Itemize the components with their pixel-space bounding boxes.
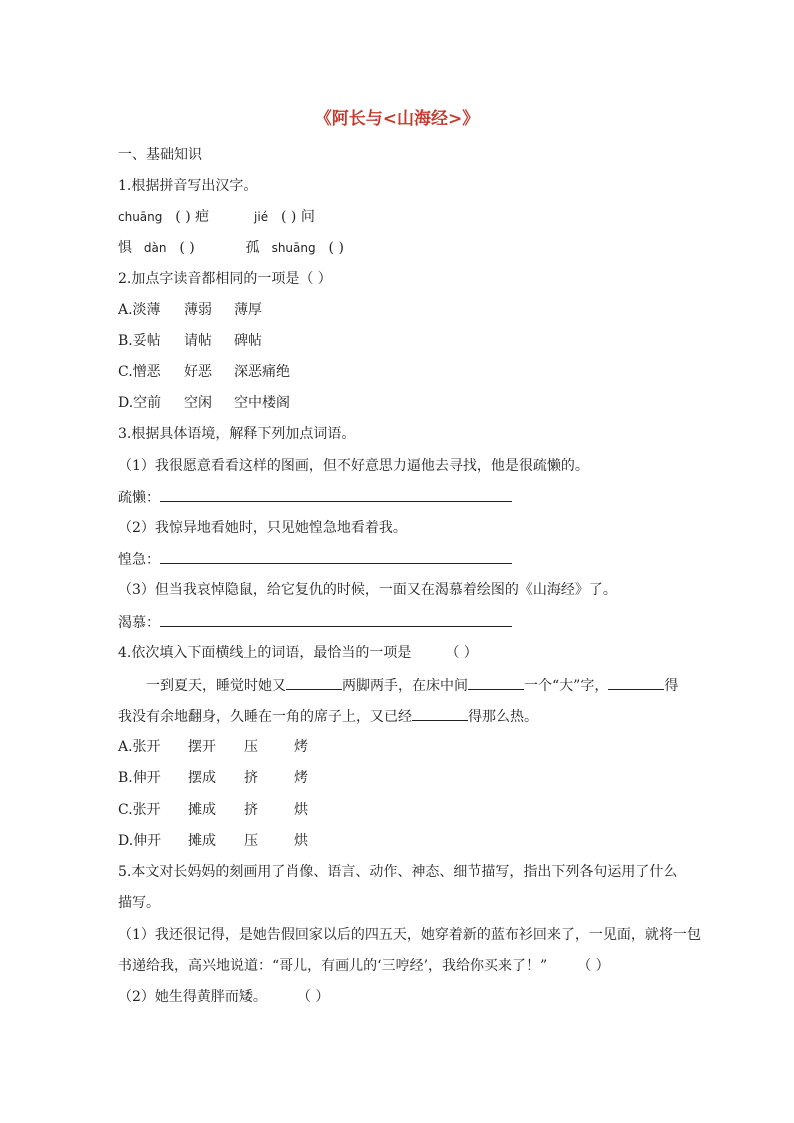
q2-option-b[interactable] — [118, 331, 262, 351]
fill-blank-1[interactable] — [286, 675, 342, 690]
option-word: 摆成 — [188, 770, 216, 786]
q3-sentence-1: （1）我很愿意看看这样的图画，但不好意思力逼他去寻找，他是很疏懒的。 — [118, 458, 589, 474]
fill-blank-4[interactable] — [412, 706, 468, 721]
option-word: 烤 — [294, 739, 308, 755]
char-text: 问 — [300, 209, 315, 225]
passage-text: 一到夏天，睡觉时她又 — [146, 678, 286, 694]
pinyin-text: shuāng — [271, 241, 316, 255]
option-word: 挤 — [244, 802, 258, 818]
option-word: 压 — [244, 739, 258, 755]
fill-blank-3[interactable] — [608, 675, 664, 690]
answer-label: 惶急： — [118, 552, 160, 568]
answer-label: 渴慕： — [118, 615, 160, 631]
passage-text: 得 — [664, 678, 679, 694]
question-1-stem: 1.根据拼音写出汉字。 — [118, 178, 258, 194]
q4-option-b[interactable] — [118, 768, 308, 788]
q3-sentence-3: （3）但当我哀悼隐鼠，给它复仇的时候，一面又在渴慕着绘图的《山海经》了。 — [118, 582, 617, 598]
question-4-stem — [118, 643, 478, 663]
answer-label: 疏懒： — [118, 490, 160, 506]
question-5-stem-line-2: 描写。 — [118, 895, 160, 911]
option-word: 深恶痛绝 — [234, 364, 290, 380]
answer-paren[interactable]: ( ) — [179, 240, 195, 256]
answer-paren[interactable]: ( ) — [281, 209, 297, 225]
question-text: 4.依次填入下面横线上的词语，最恰当的一项是 — [118, 645, 412, 661]
q3-sentence-2: （2）我惊异地看她时，只见她惶急地看着我。 — [118, 520, 407, 536]
option-word: C.张开 — [118, 802, 161, 818]
option-word: 空中楼阁 — [234, 395, 290, 411]
option-word: 薄厚 — [234, 302, 262, 318]
question-5-stem-line-1: 5.本文对长妈妈的刻画用了肖像、语言、动作、神态、细节描写，指出下列各句运用了什么 — [118, 864, 678, 880]
option-word: 碑帖 — [234, 333, 262, 349]
page-title: 《阿长与<山海经>》 — [314, 109, 480, 129]
char-text: 孤 — [245, 240, 260, 256]
answer-blank[interactable] — [160, 549, 512, 564]
option-word: 摆开 — [188, 739, 216, 755]
option-word: 挤 — [244, 770, 258, 786]
option-word: D.伸开 — [118, 833, 162, 849]
answer-blank[interactable] — [160, 612, 512, 627]
option-word: 烤 — [294, 770, 308, 786]
q3-answer-line-2[interactable] — [118, 549, 512, 569]
answer-paren[interactable]: （ ） — [445, 645, 478, 661]
passage-text: 书递给我，高兴地说道：“哥儿，有画儿的‘三哼经’，我给你买来了！” — [118, 958, 548, 974]
q5-item-2 — [118, 987, 329, 1007]
pinyin-row-1 — [118, 207, 315, 227]
pinyin-text: dàn — [143, 241, 167, 255]
pinyin-text: chuāng — [118, 210, 163, 224]
option-word: 摊成 — [188, 802, 216, 818]
answer-paren[interactable]: ( ) — [175, 209, 191, 225]
q4-passage-line-2 — [118, 706, 538, 726]
q5-item-1-line-1: （1）我还很记得，是她告假回家以后的四五天，她穿着新的蓝布衫回来了，一见面，就将一包 — [118, 927, 701, 943]
option-word: D.空前 — [118, 395, 162, 411]
option-word: 空闲 — [184, 395, 212, 411]
option-word: C.憎恶 — [118, 364, 161, 380]
option-word: 烘 — [294, 802, 308, 818]
char-text: 疤 — [195, 209, 210, 225]
pinyin-row-2 — [118, 238, 344, 258]
section-heading: 一、基础知识 — [118, 147, 202, 163]
pinyin-text: jié — [254, 210, 269, 224]
question-3-stem: 3.根据具体语境，解释下列加点词语。 — [118, 426, 356, 442]
q4-passage-line-1 — [146, 675, 678, 695]
option-word: B.妥帖 — [118, 333, 161, 349]
q4-option-c[interactable] — [118, 800, 308, 820]
option-word: 好恶 — [184, 364, 212, 380]
q4-option-d[interactable] — [118, 831, 308, 851]
option-word: 烘 — [294, 833, 308, 849]
answer-paren[interactable]: （ ） — [577, 958, 610, 974]
q3-answer-line-3[interactable] — [118, 612, 512, 632]
option-word: A.张开 — [118, 739, 161, 755]
passage-text: 两脚两手，在床中间 — [342, 678, 468, 694]
q5-item-1-line-2 — [118, 956, 610, 976]
passage-text: （2）她生得黄胖而矮。 — [118, 989, 267, 1005]
passage-text: 一个“大”字， — [524, 678, 609, 694]
q2-option-c[interactable] — [118, 362, 290, 382]
option-word: 请帖 — [184, 333, 212, 349]
q2-option-d[interactable] — [118, 393, 290, 413]
q3-answer-line-1[interactable] — [118, 487, 512, 507]
option-word: A.淡薄 — [118, 302, 161, 318]
fill-blank-2[interactable] — [468, 675, 524, 690]
q2-option-a[interactable] — [118, 300, 262, 320]
option-word: B.伸开 — [118, 770, 161, 786]
option-word: 摊成 — [188, 833, 216, 849]
answer-paren[interactable]: ( ) — [328, 240, 344, 256]
option-word: 薄弱 — [184, 302, 212, 318]
option-word: 压 — [244, 833, 258, 849]
passage-text: 我没有余地翻身，久睡在一角的席子上，又已经 — [118, 709, 412, 725]
passage-text: 得那么热。 — [468, 709, 538, 725]
question-2-stem: 2.加点字读音都相同的一项是（ ） — [118, 271, 332, 287]
answer-paren[interactable]: （ ） — [296, 989, 330, 1005]
char-text: 惧 — [118, 240, 132, 256]
answer-blank[interactable] — [160, 487, 512, 502]
q4-option-a[interactable] — [118, 737, 308, 757]
